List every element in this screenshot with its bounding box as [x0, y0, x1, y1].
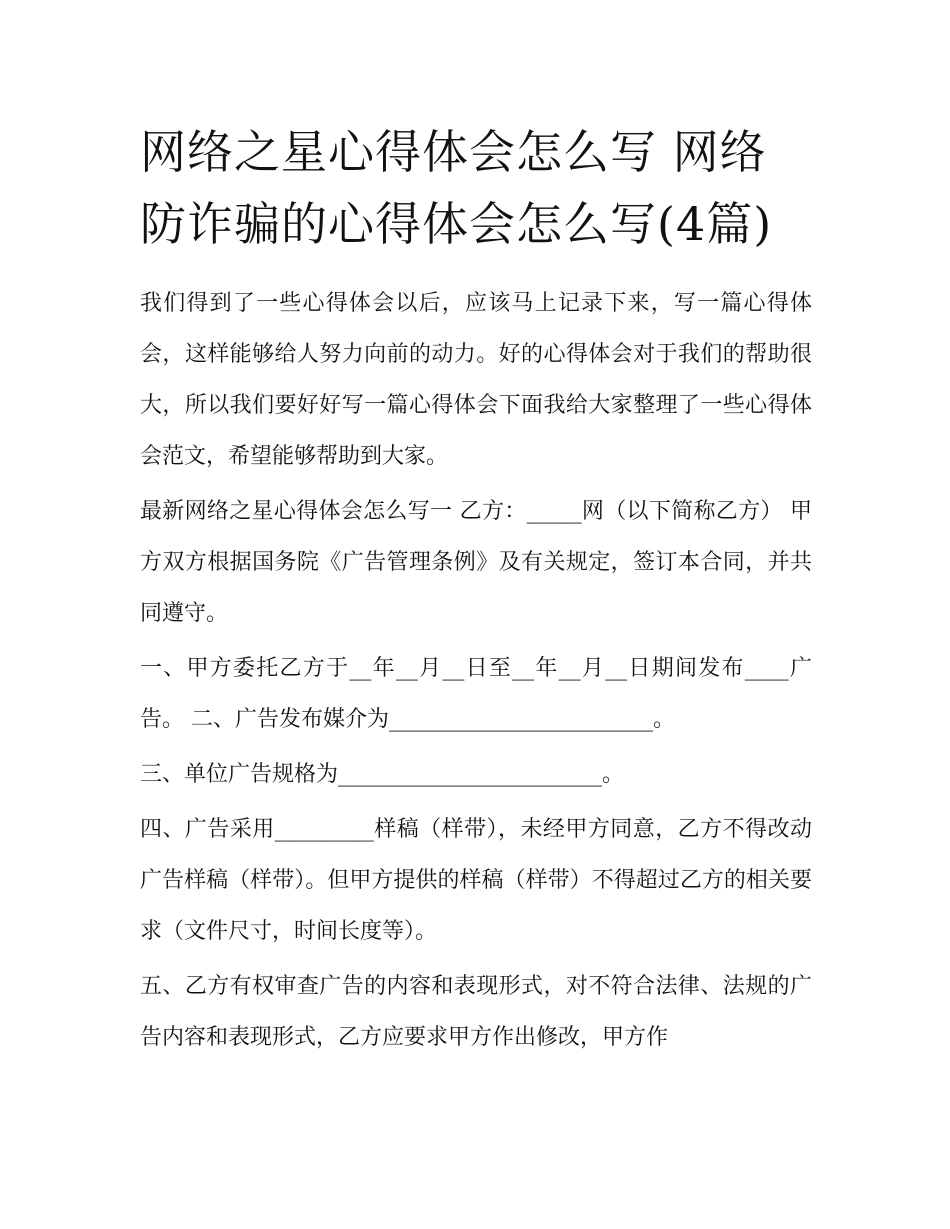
- clause-three-paragraph: 三、单位广告规格为________________________。: [140, 762, 625, 787]
- clause-four-paragraph: 四、广告采用_________样稿（样带），未经甲方同意，乙方不得改动广告样稿（样带）。但甲方提供的样稿（样带）不得超过乙方的相关要求（文件尺寸，时间长度等）。: [140, 817, 812, 944]
- document-title: 网络之星心得体会怎么写 网络防诈骗的心得体会怎么写(4篇): [140, 125, 773, 251]
- intro-paragraph: 我们得到了一些心得体会以后，应该马上记录下来，写一篇心得体会，这样能够给人努力向前的动力。好的心得体会对于我们的帮助很大，所以我们要好好写一篇心得体会下面我给大家整理了一些心得体会范文，希望能够帮助到大家。: [140, 291, 812, 469]
- clause-five-paragraph: 五、乙方有权审查广告的内容和表现形式，对不符合法律、法规的广告内容和表现形式，乙方应要求甲方作出修改，甲方作: [140, 974, 812, 1050]
- contract-parties-paragraph: 最新网络之星心得体会怎么写一 乙方：_____网（以下简称乙方） 甲方双方根据国务院《广告管理条例》及有关规定，签订本合同，并共同遵守。: [140, 499, 812, 626]
- document-body: [140, 116, 812, 1067]
- clause-one-two-paragraph: 一、甲方委托乙方于__年__月__日至__年__月__日期间发布____广告。 二、广告发布媒介为________________________。: [140, 656, 812, 732]
